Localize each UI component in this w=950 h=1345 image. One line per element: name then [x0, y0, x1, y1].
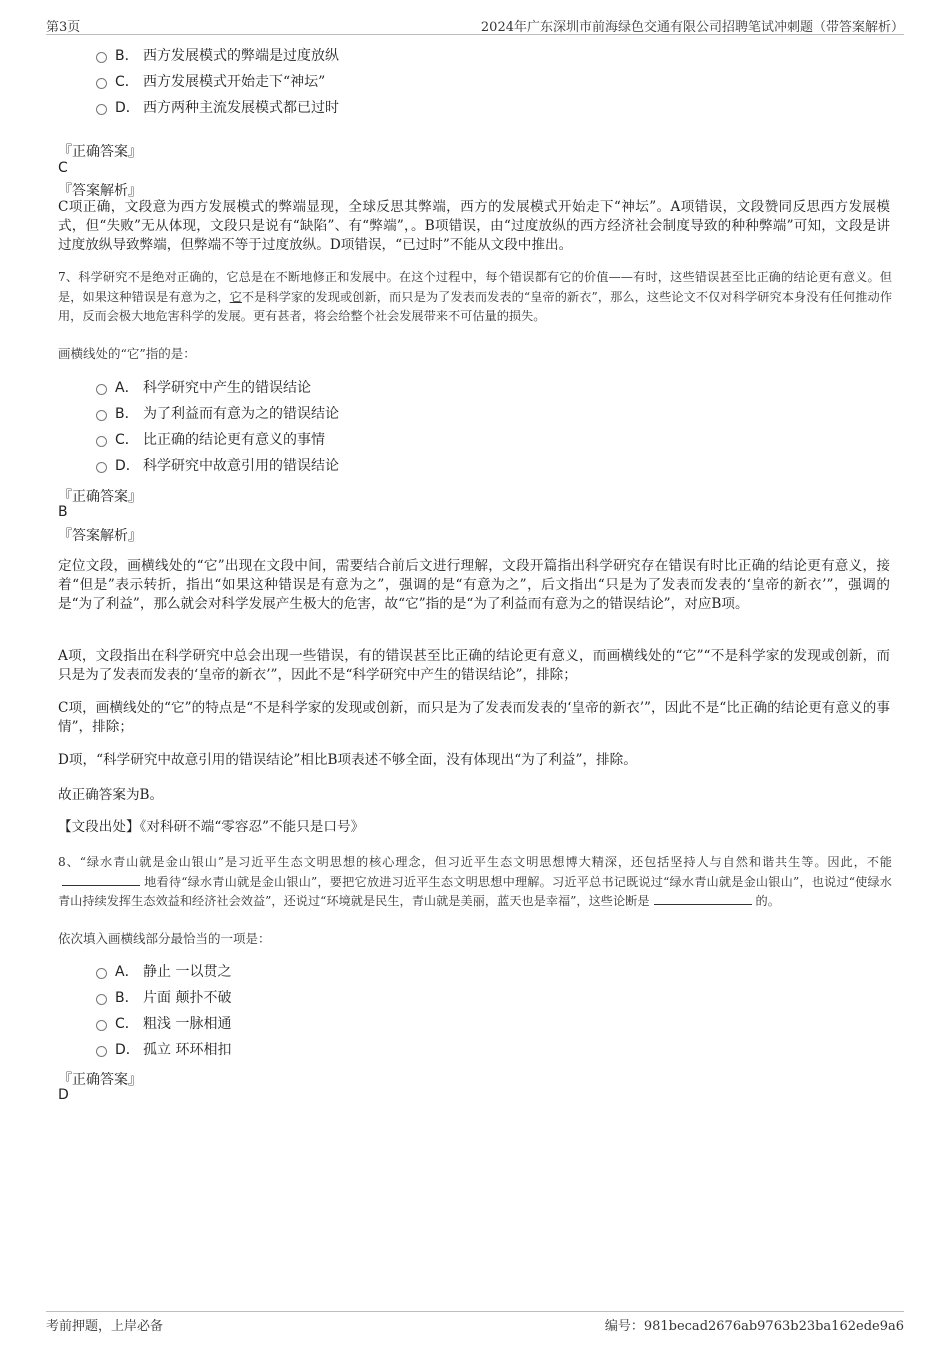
- q8-option-c[interactable]: C． 粗浅 一脉相通: [96, 1014, 231, 1034]
- q6-answer-label: 『正确答案』: [58, 144, 142, 160]
- footer-slogan: 考前押题，上岸必备: [46, 1319, 164, 1334]
- q8-stem: 8、“绿水青山就是金山银山”是习近平生态文明思想的核心理念，但习近平生态文明思想博大精深，还包括坚持人与自然和谐共生等。因此，不能地看待“绿水青山就是金山银山”，要把它放进习近平生态文明思想中理解。习近平总书记既说过“绿水青山就是金山银山”，也说过“使绿水青山持续发挥生态效益和经济社会效益”，还说过“环境就是民生，青山就是美丽，蓝天也是幸福”，这些论断是 的。: [58, 855, 892, 908]
- document-id: 编号：981becad2676ab9763b23ba162ede9a6: [604, 1319, 904, 1334]
- page-header: [46, 14, 904, 35]
- radio-icon[interactable]: [96, 384, 107, 395]
- radio-icon[interactable]: [96, 104, 107, 115]
- q7-analysis-paragraph: C项，画横线处的“它”的特点是“不是科学家的发现或创新，而只是为了发表而发表的‘皇帝的新衣’”，因此不是“比正确的结论更有意义的事情”，排除；: [58, 700, 890, 735]
- q8-prompt: 依次填入画横线部分最恰当的一项是：: [58, 931, 271, 946]
- q7-option-c[interactable]: C． 比正确的结论更有意义的事情: [96, 430, 325, 450]
- q6-answer: C: [58, 160, 68, 176]
- page-footer: [46, 1311, 904, 1334]
- q6-option-b[interactable]: B． 西方发展模式的弊端是过度放纵: [96, 46, 339, 66]
- q8-blank-1: [62, 873, 140, 886]
- q7-option-a[interactable]: A． 科学研究中产生的错误结论: [96, 378, 311, 398]
- radio-icon[interactable]: [96, 462, 107, 473]
- q7-analysis-label: 『答案解析』: [58, 528, 142, 544]
- q8-option-b[interactable]: B． 片面 颠扑不破: [96, 988, 231, 1008]
- q7-prompt: 画横线处的“它”指的是：: [58, 346, 196, 361]
- q7-answer: B: [58, 504, 68, 520]
- q8-option-d[interactable]: D． 孤立 环环相扣: [96, 1040, 231, 1060]
- q7-answer-label: 『正确答案』: [58, 489, 142, 505]
- q8-answer-label: 『正确答案』: [58, 1072, 142, 1088]
- q7-analysis-paragraph: D项，“科学研究中故意引用的错误结论”相比B项表述不够全面，没有体现出“为了利益”，排除。: [58, 752, 637, 768]
- q8-answer: D: [58, 1087, 69, 1103]
- q7-analysis-paragraph: 故正确答案为B。: [58, 787, 164, 803]
- radio-icon[interactable]: [96, 1020, 107, 1031]
- radio-icon[interactable]: [96, 968, 107, 979]
- document-title: 2024年广东深圳市前海绿色交通有限公司招聘笔试冲刺题（带答案解析）: [480, 20, 904, 35]
- q7-analysis-paragraph: A项，文段指出在科学研究中总会出现一些错误，有的错误甚至比正确的结论更有意义，而画横线处的“它”“不是科学家的发现或创新，而只是为了发表而发表的‘皇帝的新衣’”，因此不是“科学研究中产生的错误结论”，排除；: [58, 648, 890, 683]
- q7-option-b[interactable]: B． 为了利益而有意为之的错误结论: [96, 404, 339, 424]
- q6-analysis: C项正确，文段意为西方发展模式的弊端显现，全球反思其弊端，西方的发展模式开始走下“神坛”。A项错误，文段赞同反思西方发展模式，但“失败”无从体现，文段只是说有“缺陷”、有“弊端”，。B项错误，由“过度放纵的西方经济社会制度导致的种种弊端”可知，文段是讲过度放纵导致弊端，但弊端不等于过度放纵。D项错误，“已过时”不能从文段中推出。: [58, 199, 890, 253]
- q6-option-c[interactable]: C． 西方发展模式开始走下“神坛”: [96, 72, 325, 92]
- radio-icon[interactable]: [96, 410, 107, 421]
- q8-option-a[interactable]: A． 静止 一以贯之: [96, 962, 231, 982]
- q7-underlined-word: 它: [229, 289, 242, 304]
- radio-icon[interactable]: [96, 1046, 107, 1057]
- radio-icon[interactable]: [96, 78, 107, 89]
- q7-analysis-paragraph: 定位文段，画横线处的“它”出现在文段中间，需要结合前后文进行理解，文段开篇指出科学研究存在错误有时比正确的结论更有意义，接着“但是”表示转折，指出“如果这种错误是有意为之”，强调的是“有意为之”，后文指出“只是为了发表而发表的‘皇帝的新衣’”，强调的是“为了利益”，那么就会对科学发展产生极大的危害，故“它”指的是“为了利益而有意为之的错误结论”，对应B项。: [58, 558, 890, 612]
- radio-icon[interactable]: [96, 436, 107, 447]
- q6-analysis-label: 『答案解析』: [58, 183, 142, 199]
- q7-stem: 7、科学研究不是绝对正确的，它总是在不断地修正和发展中。在这个过程中，每个错误都有它的价值——有时，这些错误甚至比正确的结论更有意义。但是，如果这种错误是有意为之，它不是科学家的发现或创新，而只是为了发表而发表的“皇帝的新衣”，那么，这些论文不仅对科学研究本身没有任何推动作用，反而会极大地危害科学的发展。更有甚者，将会给整个社会发展带来不可估量的损失。: [58, 270, 893, 323]
- page-number: 第3页: [46, 20, 81, 35]
- q7-source: 【文段出处】《对科研不端“零容忍”不能只是口号》: [58, 819, 365, 835]
- radio-icon[interactable]: [96, 52, 107, 63]
- q6-option-d[interactable]: D． 西方两种主流发展模式都已过时: [96, 98, 339, 118]
- q7-option-d[interactable]: D． 科学研究中故意引用的错误结论: [96, 456, 339, 476]
- q8-blank-2: [654, 892, 752, 905]
- radio-icon[interactable]: [96, 994, 107, 1005]
